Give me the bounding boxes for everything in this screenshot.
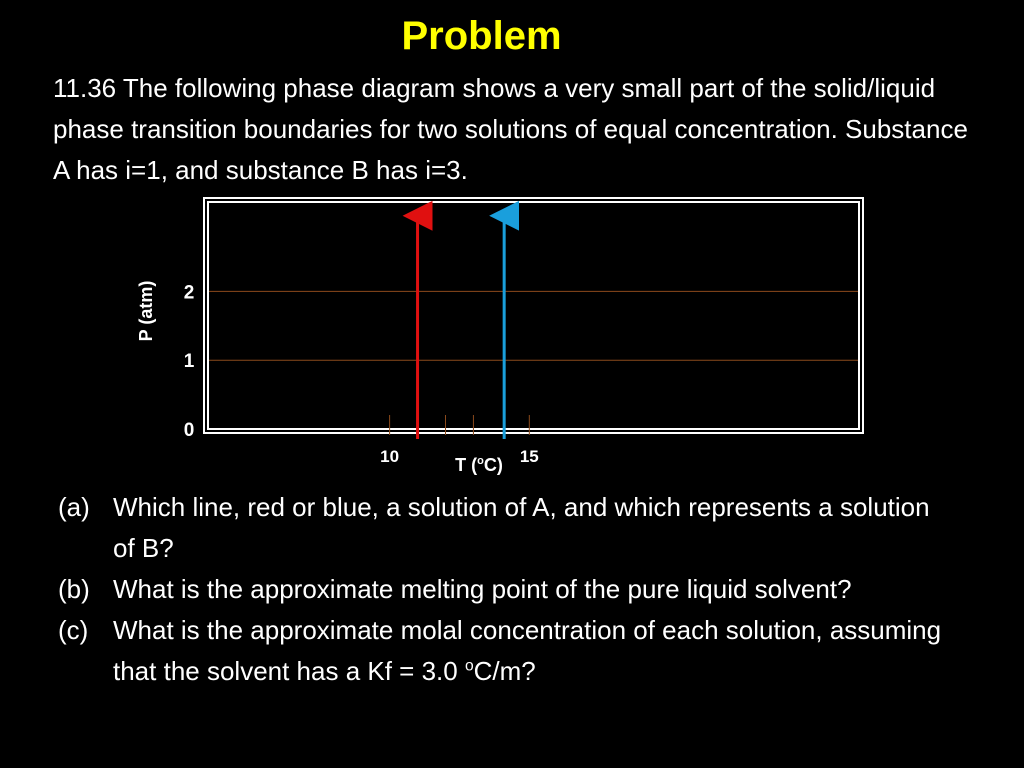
problem-intro: 11.36 The following phase diagram shows a very small part of the solid/liquid phase transition boundaries for two solutions of equal concentration. Substance A has i=1, and substance B has i=3. [53,73,968,185]
question-label: (b) [58,574,90,604]
y-tick-label: 0 [183,420,195,441]
degree-sup: o [464,657,474,675]
plot-frame-inner [208,202,859,429]
x-axis-label-sup: o [477,455,484,467]
x-axis-label-suffix: C) [483,455,503,475]
x-tick-label: 10 [380,447,400,466]
question-text [113,610,958,692]
question-text: Which line, red or blue, a solution of A, and which represents a solution of B? [113,492,930,563]
y-tick-label: 1 [183,351,195,373]
y-tick-label: 2 [183,282,195,304]
plot-frame-outer [204,198,863,433]
question-label: (a) [58,492,90,522]
x-axis-label [455,455,503,475]
question-a [58,487,958,569]
question-c [58,610,958,692]
question-label: (c) [58,615,89,645]
question-text: What is the approximate melting point of the pure liquid solvent? [113,574,852,604]
question-text-part: C/m? [473,656,536,686]
question-b [58,569,958,610]
question-list [58,487,958,692]
x-axis-label-prefix: T ( [455,455,478,475]
y-axis-label: P (atm) [136,280,156,342]
slide-title: Problem [401,14,562,58]
x-tick-label: 15 [519,447,539,466]
question-text-part: What is the approximate molal concentration of each solution, assuming that the solvent has a Kf = 3.0 [113,615,942,686]
